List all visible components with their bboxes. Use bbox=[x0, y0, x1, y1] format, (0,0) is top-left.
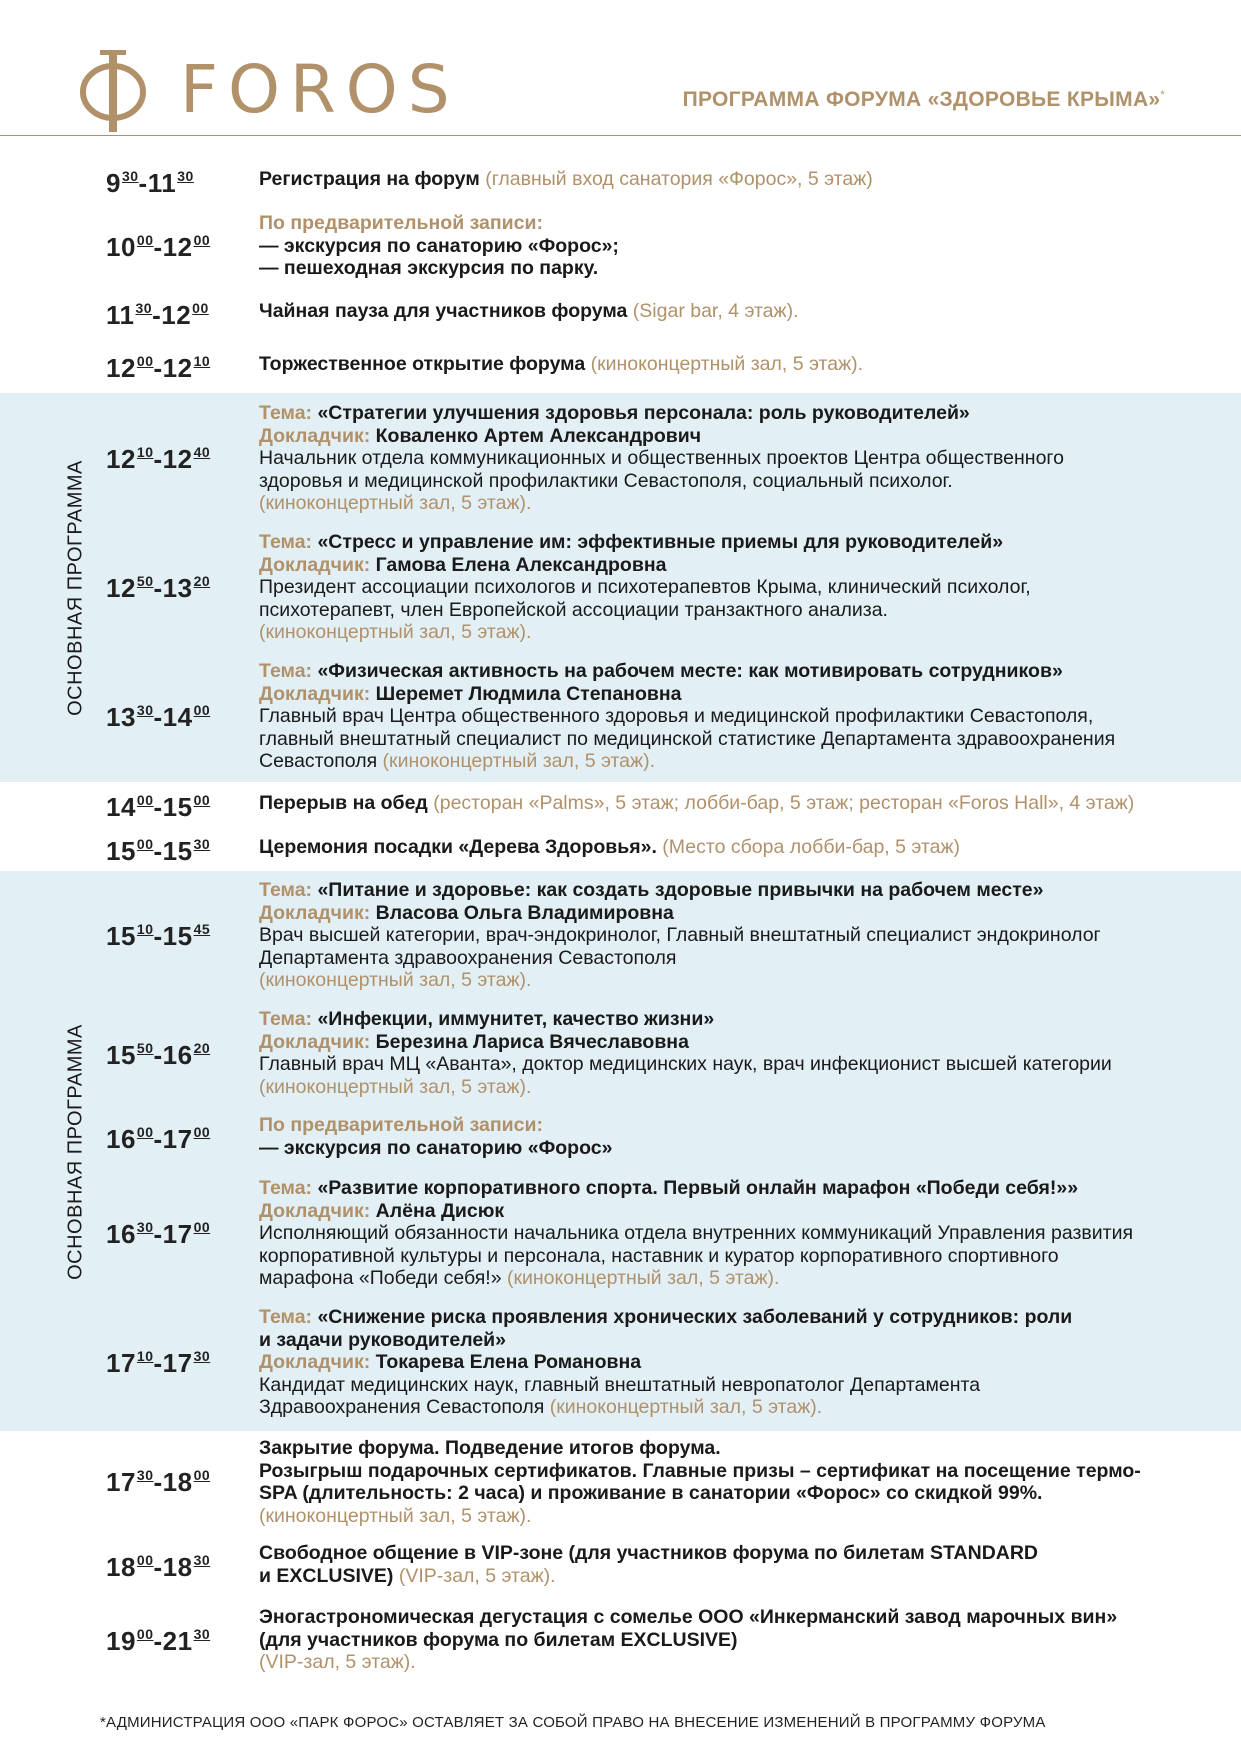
time-range: $9^{30}-11^{30}$ bbox=[106, 168, 194, 198]
item-text: Церемония посадки «Дерева Здоровья». (Место сбора лобби-бар, 5 этаж) bbox=[259, 836, 960, 858]
time-range: $17^{10}-17^{30}$ bbox=[106, 1348, 211, 1378]
item-text: Закрытие форума. Подведение итогов форума. Розыгрыш подарочных сертификатов. Главные призы – сертификат на посещение термо- SPA (длительность: 2 часа) и проживание в санатории «Форос» со скидкой 99%. (киноконцертный зал, 5 этаж). bbox=[259, 1437, 1141, 1527]
time-range: $12^{10}-12^{40}$ bbox=[106, 444, 211, 474]
item-text: Торжественное открытие форума (киноконцертный зал, 5 этаж). bbox=[259, 353, 864, 375]
item-text: Свободное общение в VIP-зоне (для участников форума по билетам STANDARD и EXCLUSIVE) (VIP-зал, 5 этаж). bbox=[259, 1542, 1039, 1587]
item-text: Тема: «Инфекции, иммунитет, качество жизни» Докладчик: Березина Лариса Вячеславовна Главный врач МЦ «Аванта», доктор медицинских наук, врач инфекционист высшей категории (киноконцертный зал, 5 этаж). bbox=[259, 1008, 1112, 1098]
time-range: $15^{10}-15^{45}$ bbox=[106, 921, 211, 951]
logo-text: FOROS bbox=[180, 51, 460, 128]
item-text: Чайная пауза для участников форума (Sigar bar, 4 этаж). bbox=[259, 300, 799, 322]
item-text: Перерыв на обед (ресторан «Palms», 5 этаж; лобби-бар, 5 этаж; ресторан «Foros Hall», 4 этаж) bbox=[259, 792, 1135, 814]
time-range: $11^{30}-12^{00}$ bbox=[106, 300, 209, 330]
header-divider bbox=[0, 135, 1241, 136]
item-text: Эногастрономическая дегустация с сомелье ООО «Инкерманский завод марочных вин» (для участников форума по билетам EXCLUSIVE) (VIP-зал, 5 этаж). bbox=[259, 1606, 1118, 1674]
time-range: $16^{00}-17^{00}$ bbox=[106, 1124, 211, 1154]
time-range: $10^{00}-12^{00}$ bbox=[106, 232, 211, 262]
time-range: $16^{30}-17^{00}$ bbox=[106, 1219, 211, 1249]
logo bbox=[78, 48, 460, 132]
item-text: Тема: «Стратегии улучшения здоровья персонала: роль руководителей» Докладчик: Коваленко Артем Александрович Начальник отдела коммуникационных и общественных проектов Центра общественного здоровья и медицинской профилактики Севастополя, социальный психолог. (киноконцертный зал, 5 этаж). bbox=[259, 402, 1064, 515]
item-text: Тема: «Снижение риска проявления хронических заболеваний у сотрудников: роли и задачи руководителей» Докладчик: Токарева Елена Романовна Кандидат медицинских наук, главный внештатный невропатолог Департамента Здравоохранения Севастополя (киноконцертный зал, 5 этаж). bbox=[259, 1306, 1073, 1419]
item-text: По предварительной записи: — экскурсия по санаторию «Форос»; — пешеходная экскурсия по парку. bbox=[259, 212, 619, 280]
time-range: $12^{00}-12^{10}$ bbox=[106, 353, 211, 383]
item-text: По предварительной записи: — экскурсия по санаторию «Форос» bbox=[259, 1114, 613, 1159]
time-range: $15^{50}-16^{20}$ bbox=[106, 1040, 211, 1070]
page-title: ПРОГРАММА ФОРУМА «ЗДОРОВЬЕ КРЫМА»* bbox=[682, 88, 1165, 111]
time-range: $17^{30}-18^{00}$ bbox=[106, 1467, 211, 1497]
item-text: Тема: «Развитие корпоративного спорта. Первый онлайн марафон «Победи себя!»» Докладчик: Алёна Дисюк Исполняющий обязанности начальника отдела внутренних коммуникаций Управления развития корпоративной культуры и персонала, наставник и куратор корпоративного спортивного марафона «Победи себя!» (киноконцертный зал, 5 этаж). bbox=[259, 1177, 1134, 1290]
item-text: Регистрация на форум (главный вход санатория «Форос», 5 этаж) bbox=[259, 168, 873, 190]
time-range: $15^{00}-15^{30}$ bbox=[106, 836, 211, 866]
time-range: $14^{00}-15^{00}$ bbox=[106, 792, 211, 822]
time-range: $18^{00}-18^{30}$ bbox=[106, 1552, 211, 1582]
foros-logo-icon bbox=[78, 48, 148, 132]
time-range: $12^{50}-13^{20}$ bbox=[106, 573, 211, 603]
footnote: *АДМИНИСТРАЦИЯ ООО «ПАРК ФОРОС» ОСТАВЛЯЕТ ЗА СОБОЙ ПРАВО НА ВНЕСЕНИЕ ИЗМЕНЕНИЙ В ПРОГРАММУ ФОРУМА bbox=[100, 1714, 1046, 1731]
time-range: $13^{30}-14^{00}$ bbox=[106, 702, 211, 732]
time-range: $19^{00}-21^{30}$ bbox=[106, 1626, 211, 1656]
item-text: Тема: «Стресс и управление им: эффективные приемы для руководителей» Докладчик: Гамова Елена Александровна Президент ассоциации психологов и психотерапевтов Крыма, клинический психолог, психотерапевт, член Европейской ассоциации транзактного анализа. (киноконцертный зал, 5 этаж). bbox=[259, 531, 1031, 644]
item-text: Тема: «Питание и здоровье: как создать здоровые привычки на рабочем месте» Докладчик: Власова Ольга Владимировна Врач высшей категории, врач-эндокринолог, Главный внештатный специалист эндокринолог Департамента здравоохранения Севастополя (киноконцертный зал, 5 этаж). bbox=[259, 879, 1101, 992]
item-text: Тема: «Физическая активность на рабочем месте: как мотивировать сотрудников» Докладчик: Шеремет Людмила Степановна Главный врач Центра общественного здоровья и медицинской профилактики Севастополя, главный внештатный специалист по медицинской статистике Департамента здравоохранения Севастополя (киноконцертный зал, 5 этаж). bbox=[259, 660, 1116, 773]
